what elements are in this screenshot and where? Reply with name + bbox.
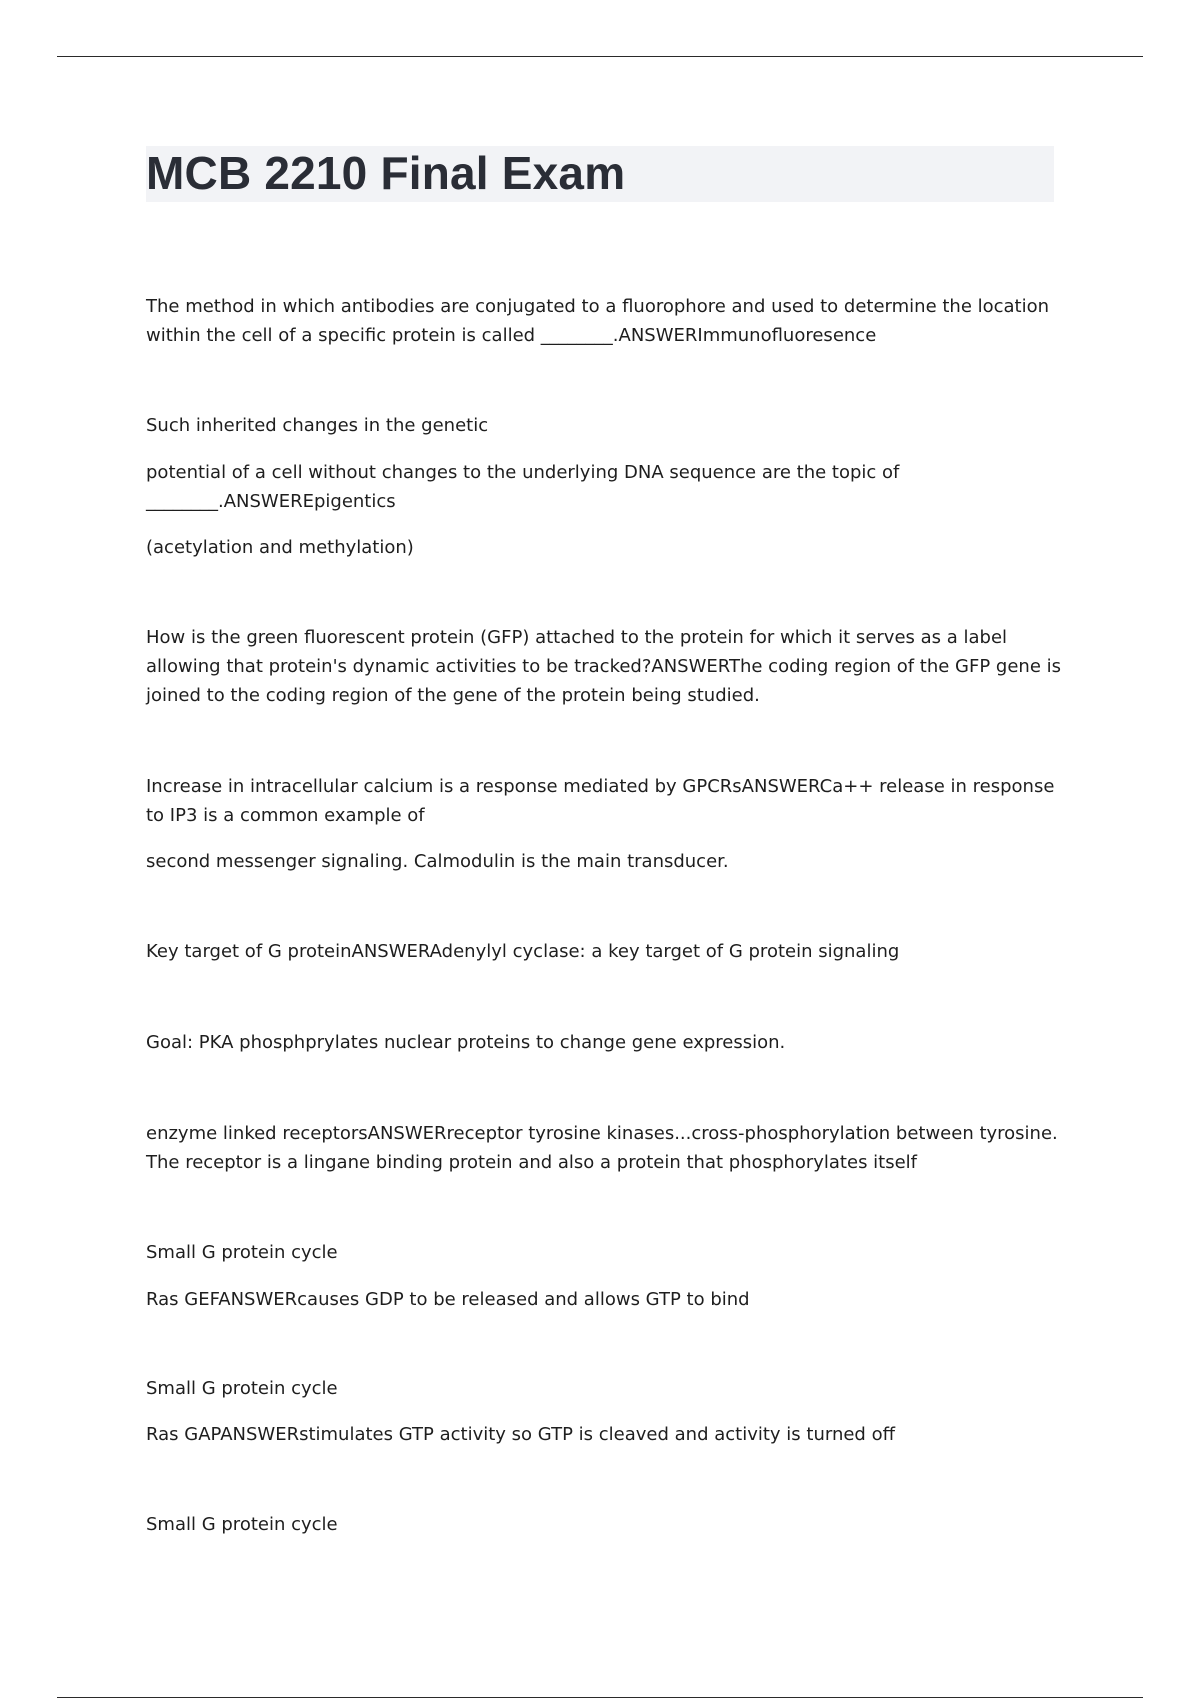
bottom-rule [57, 1697, 1143, 1698]
paragraph-small-g-cycle-3: Small G protein cycle [146, 1514, 338, 1535]
document-title: MCB 2210 Final Exam [146, 147, 626, 199]
paragraph-immunofluorescence: The method in which antibodies are conjugated to a fluorophore and used to determine the location within the cell of a specific protein is called ________.ANSWERImmunofluoresence [146, 296, 1050, 346]
paragraph-acetylation: (acetylation and methylation) [146, 537, 414, 558]
paragraph-epigenetics: potential of a cell without changes to the underlying DNA sequence are the topic of ________.ANSWEREpigentics [146, 462, 900, 512]
paragraph-ras-gap: Ras GAPANSWERstimulates GTP activity so GTP is cleaved and activity is turned off [146, 1424, 895, 1445]
paragraph-small-g-cycle-1: Small G protein cycle [146, 1242, 338, 1263]
paragraph-enzyme-receptors: enzyme linked receptorsANSWERreceptor tyrosine kinases...cross-phosphorylation between tyrosine. The receptor is a lingane binding protein and also a protein that phosphorylates itself [146, 1123, 1058, 1173]
paragraph-calcium: Increase in intracellular calcium is a response mediated by GPCRsANSWERCa++ release in response to IP3 is a common example of [146, 776, 1055, 826]
paragraph-pka-goal: Goal: PKA phosphprylates nuclear proteins to change gene expression. [146, 1032, 786, 1053]
paragraph-small-g-cycle-2: Small G protein cycle [146, 1378, 338, 1399]
paragraph-gfp: How is the green fluorescent protein (GFP) attached to the protein for which it serves as a label allowing that protein's dynamic activities to be tracked?ANSWERThe coding region of the GFP gene is joined to the coding region of the gene of the protein being studied. [146, 627, 1062, 706]
top-rule [57, 56, 1143, 57]
paragraph-inherited-changes: Such inherited changes in the genetic [146, 415, 489, 436]
paragraph-g-protein-target: Key target of G proteinANSWERAdenylyl cyclase: a key target of G protein signaling [146, 941, 900, 962]
paragraph-second-messenger: second messenger signaling. Calmodulin is the main transducer. [146, 851, 729, 872]
paragraph-ras-gef: Ras GEFANSWERcauses GDP to be released and allows GTP to bind [146, 1289, 750, 1310]
